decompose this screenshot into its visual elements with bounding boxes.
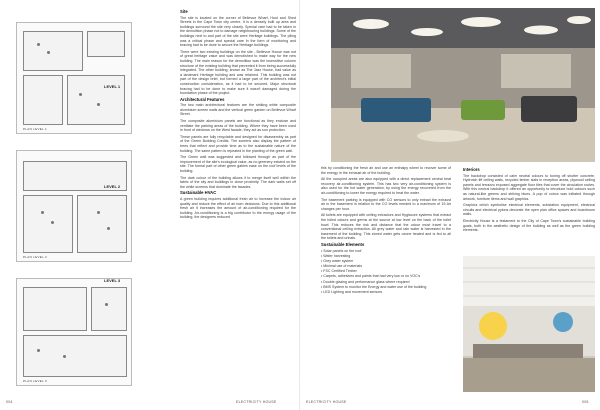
- hvac-continued-paragraph: All toilets are equipped with ceiling extractors and Hygiscore systems that extract the foiled odours and germs at the source at low level on the back of the toilet bowl. This reduces the risk and distance that the odour must travel to a conventional ceiling extraction. All grey water and rain water is harvested in the basement of the building. This stored water gets ozone treated and is fed to all the toilets and urinals.: [321, 213, 451, 241]
- interiors-text-column: [463, 166, 595, 235]
- level-1-tag: LEVEL 1: [104, 84, 121, 89]
- lounge-illustration: [331, 8, 595, 162]
- list-item: • Minimal use of materials: [321, 264, 363, 269]
- left-text-column: [180, 8, 296, 222]
- list-item: • Grey water system: [321, 258, 354, 263]
- floor-plan-level-2: [16, 150, 132, 262]
- list-item: • BMS System to monitor the Energy and water use of the building: [321, 284, 427, 289]
- architectural-heading: Architectural Features: [180, 96, 225, 102]
- architectural-paragraph: The two main architectural features are the striking white composite aluminium screen walls and the vertical green garden on Bellevue Wharf Street.: [180, 103, 296, 117]
- hvac-continued-paragraph: this by conditioning the fresh air and use an enthalpy wheel to recover some of the energy in the exhaust air of the building.: [321, 166, 451, 175]
- plan-label: PLAN LEVEL 2: [23, 255, 48, 259]
- hvac-continued-paragraph: The basement parking is equipped with CO sensors to only extract the exhaust air in the basement in relation to the CO levels needed to a maximum of 15 Air changes per hour.: [321, 197, 451, 211]
- plan-furniture: [97, 103, 100, 106]
- plan-room: [91, 287, 127, 331]
- plan-furniture: [41, 211, 44, 214]
- list-item: • Solar panels on the roof: [321, 248, 362, 253]
- architectural-paragraph: The Green wall was suggested and followed through as part of the improvement of the site's ecological value, as no greenery existed on the site. The formal part of other green gables ease on the roof levels of the building.: [180, 155, 296, 173]
- plan-furniture: [37, 43, 40, 46]
- interiors-heading: Interiors: [463, 167, 480, 172]
- office-illustration: [463, 256, 595, 392]
- interior-office-photo: [463, 256, 595, 392]
- plan-label: PLAN LEVEL 3: [23, 379, 48, 383]
- plan-furniture: [79, 93, 82, 96]
- site-paragraph: There were two existing buildings on the site - Bellevue House was not of great heritage value and was demolished to make way for the new building. The main reason for the demolition was the insensitive column structure of the existing building that prevented it from being successfully integrated. The other building, known as The Jazz House, had value as a landmark Heritage building and was retained. This building was not part of the design brief, but formed a large part of the architect's initial construction consideration, as it had to be secured. Major structural bracing had to be done to make sure it wasn't damaged during the foundation phase of the project.: [180, 49, 296, 96]
- list-item: • FSC Certified Timber: [321, 269, 357, 274]
- list-item: • Double glazing and performance glass where required: [321, 279, 410, 284]
- plan-furniture: [63, 355, 66, 358]
- plan-room: [23, 335, 127, 377]
- plan-furniture: [51, 221, 54, 224]
- plan-furniture: [105, 303, 108, 306]
- interiors-paragraph: The backdrop consisted of calm neutral colours to tuning off shutter concrete, Hydrotch tiff ceiling walls, recycled timber slats in reception areas, plywood ceiling panels and terrazzo exposed aggregate floor tiles that cover the circulation routes. With this neutral backdrop it offered an opportunity to introduce bold colours such as natural-like greens and striking blues. A pop of colour was initiated through artwork, furniture items and wall graphics.: [463, 173, 595, 201]
- list-item: • Water harvesting: [321, 253, 351, 258]
- level-2-tag: LEVEL 2: [104, 184, 121, 189]
- plan-furniture: [47, 51, 50, 54]
- plan-label: PLAN LEVEL 1: [23, 127, 48, 131]
- architectural-paragraph: The dark colour of the building allows it to merge itself well within the fabric of the city and buildings in close proximity. The dark walls set off the white screens that dominate the facades.: [180, 175, 296, 189]
- hvac-heading: Sustainable HVAC: [180, 190, 217, 196]
- interiors-paragraph: Graphics which symbolise electrical elements, substation equipment, electrical circuits and electrical pylons decorate the open plan office spaces and boardroom walls.: [463, 203, 595, 217]
- sustainable-elements-list: [321, 249, 451, 295]
- plan-room: [67, 75, 125, 125]
- middle-text-column: [321, 166, 451, 295]
- plan-furniture: [37, 349, 40, 352]
- interiors-paragraph: Electricity House is a testament to the City of Cape Town's sustainable building goals, both in the aesthetic design of the building as well as the green building elements.: [463, 218, 595, 233]
- running-title-right: ELECTRICITY HOUSE: [306, 400, 347, 404]
- interior-lounge-photo: [331, 8, 595, 162]
- hvac-continued-paragraph: All the occupied areas are also equipped with a direct replacement central heat recovery air-conditioning system. This has two very air-conditioning system is also used for the hot water generation, by using the energy recovered from the air-conditioning to lower the energy required to heat the water.: [321, 177, 451, 195]
- plan-room: [87, 31, 125, 57]
- floor-plan-level-3: [16, 278, 132, 386]
- site-heading: Site: [180, 9, 188, 14]
- plan-room: [23, 287, 87, 331]
- architectural-paragraph: These panels are fully recyclable and designed for disassembly as part of the Green Building Credits. The screens also display the pattern of trees that reflect and provide time as to the sustainable nature of the building. The same pattern is repeated in the planting of the green wall.: [180, 134, 296, 153]
- plan-furniture: [97, 211, 100, 214]
- plan-room: [23, 195, 73, 253]
- running-title-left: ELECTRICITY HOUSE: [236, 400, 277, 404]
- floor-plan-level-1: [16, 22, 132, 134]
- plan-room: [77, 195, 127, 253]
- site-paragraph: The site is located on the corner of Bellevue Wharf, Hout and Shed Streets in the Cape Town city centre. It is a densely built up area and buildings surround the site very closely. Special care had to be taken in the demolition phase not to damage neighbouring buildings. Some of the buildings next to and part of the site were Heritage buildings. The piling was a critical phase and special care in the form of monitoring and bracing had to be done to secure the Heritage buildings.: [180, 15, 296, 48]
- plan-room: [23, 75, 63, 125]
- page-number-left: 004: [6, 400, 13, 404]
- plan-furniture: [107, 227, 110, 230]
- architectural-paragraph: The composite aluminium panels are functional as they enclose and ventilate the parking areas of the building. Where they have been used in front of windows on the West facade, they act as sun protection.: [180, 119, 296, 133]
- page-number-right: 005: [582, 400, 589, 404]
- list-item: • LED Lighting and movement sensors: [321, 290, 383, 294]
- plan-room: [23, 31, 83, 71]
- sustainable-elements-heading: Sustainable Elements: [321, 241, 365, 247]
- level-3-tag: LEVEL 3: [104, 278, 121, 283]
- list-item: • Carpets, adhesives and paints that had very low or no VOC's: [321, 274, 421, 279]
- hvac-paragraph: A green building requires additional fresh air to increase the indoor air quality and reduce the effect of air born decisions. Due to this additional fresh air it increases the amount of air-conditioning required for the building. Air-conditioning is a big contributor to the energy usage of the building, the designers reduced: [180, 196, 296, 220]
